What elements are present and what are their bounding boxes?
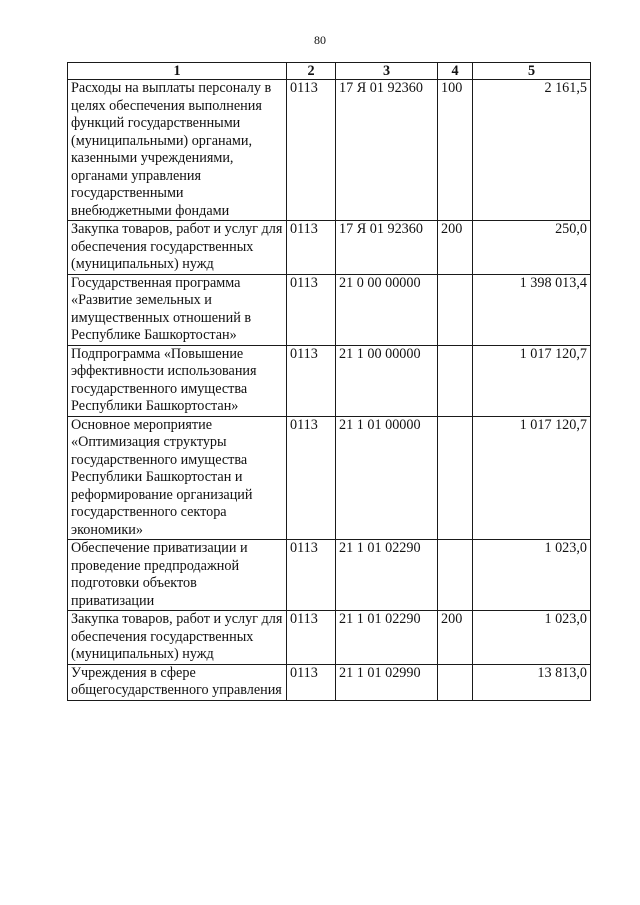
table-row <box>68 80 591 221</box>
row-amount: 1 023,0 <box>473 611 591 665</box>
row-expense-type: 100 <box>438 80 473 221</box>
page-number: 80 <box>314 33 326 47</box>
row-amount: 2 161,5 <box>473 80 591 221</box>
row-expense-type <box>438 540 473 611</box>
row-section-code: 0113 <box>287 416 336 540</box>
row-expense-type <box>438 416 473 540</box>
budget-table <box>67 62 591 701</box>
row-amount: 1 023,0 <box>473 540 591 611</box>
table-row <box>68 345 591 416</box>
row-expense-type <box>438 664 473 700</box>
row-expense-type <box>438 345 473 416</box>
row-target-code: 21 0 00 00000 <box>336 274 438 345</box>
row-target-code: 17 Я 01 92360 <box>336 221 438 275</box>
table-row <box>68 611 591 665</box>
row-name: Государственная программа «Развитие земельных и имущественных отношений в Республике Башкортостан» <box>68 274 287 345</box>
row-target-code: 21 1 01 02990 <box>336 664 438 700</box>
row-amount: 1 017 120,7 <box>473 416 591 540</box>
column-header-4: 4 <box>438 63 473 80</box>
row-section-code: 0113 <box>287 80 336 221</box>
table-row <box>68 664 591 700</box>
row-target-code: 17 Я 01 92360 <box>336 80 438 221</box>
table-header-row <box>68 63 591 80</box>
table-row <box>68 416 591 540</box>
row-expense-type: 200 <box>438 221 473 275</box>
row-target-code: 21 1 00 00000 <box>336 345 438 416</box>
row-section-code: 0113 <box>287 664 336 700</box>
row-name: Основное мероприятие «Оптимизация структуры государственного имущества Республики Башкортостан и реформирование организаций государственного сектора экономики» <box>68 416 287 540</box>
row-expense-type: 200 <box>438 611 473 665</box>
row-amount: 13 813,0 <box>473 664 591 700</box>
table-row <box>68 221 591 275</box>
column-header-3: 3 <box>336 63 438 80</box>
row-amount: 1 398 013,4 <box>473 274 591 345</box>
row-target-code: 21 1 01 02290 <box>336 540 438 611</box>
row-amount: 250,0 <box>473 221 591 275</box>
row-name: Обеспечение приватизации и проведение предпродажной подготовки объектов приватизации <box>68 540 287 611</box>
row-name: Подпрограмма «Повышение эффективности использования государственного имущества Республики Башкортостан» <box>68 345 287 416</box>
row-section-code: 0113 <box>287 221 336 275</box>
row-name: Закупка товаров, работ и услуг для обеспечения государственных (муниципальных) нужд <box>68 611 287 665</box>
row-section-code: 0113 <box>287 345 336 416</box>
row-expense-type <box>438 274 473 345</box>
row-name: Расходы на выплаты персоналу в целях обеспечения выполнения функций государственными (муниципальными) органами, казенными учреждениями, органами управления государственными внебюджетными фондами <box>68 80 287 221</box>
row-section-code: 0113 <box>287 274 336 345</box>
table-row <box>68 540 591 611</box>
row-amount: 1 017 120,7 <box>473 345 591 416</box>
row-section-code: 0113 <box>287 540 336 611</box>
row-target-code: 21 1 01 00000 <box>336 416 438 540</box>
row-name: Закупка товаров, работ и услуг для обеспечения государственных (муниципальных) нужд <box>68 221 287 275</box>
row-section-code: 0113 <box>287 611 336 665</box>
column-header-5: 5 <box>473 63 591 80</box>
table-row <box>68 274 591 345</box>
row-target-code: 21 1 01 02290 <box>336 611 438 665</box>
row-name: Учреждения в сфере общегосударственного управления <box>68 664 287 700</box>
column-header-2: 2 <box>287 63 336 80</box>
column-header-1: 1 <box>68 63 287 80</box>
